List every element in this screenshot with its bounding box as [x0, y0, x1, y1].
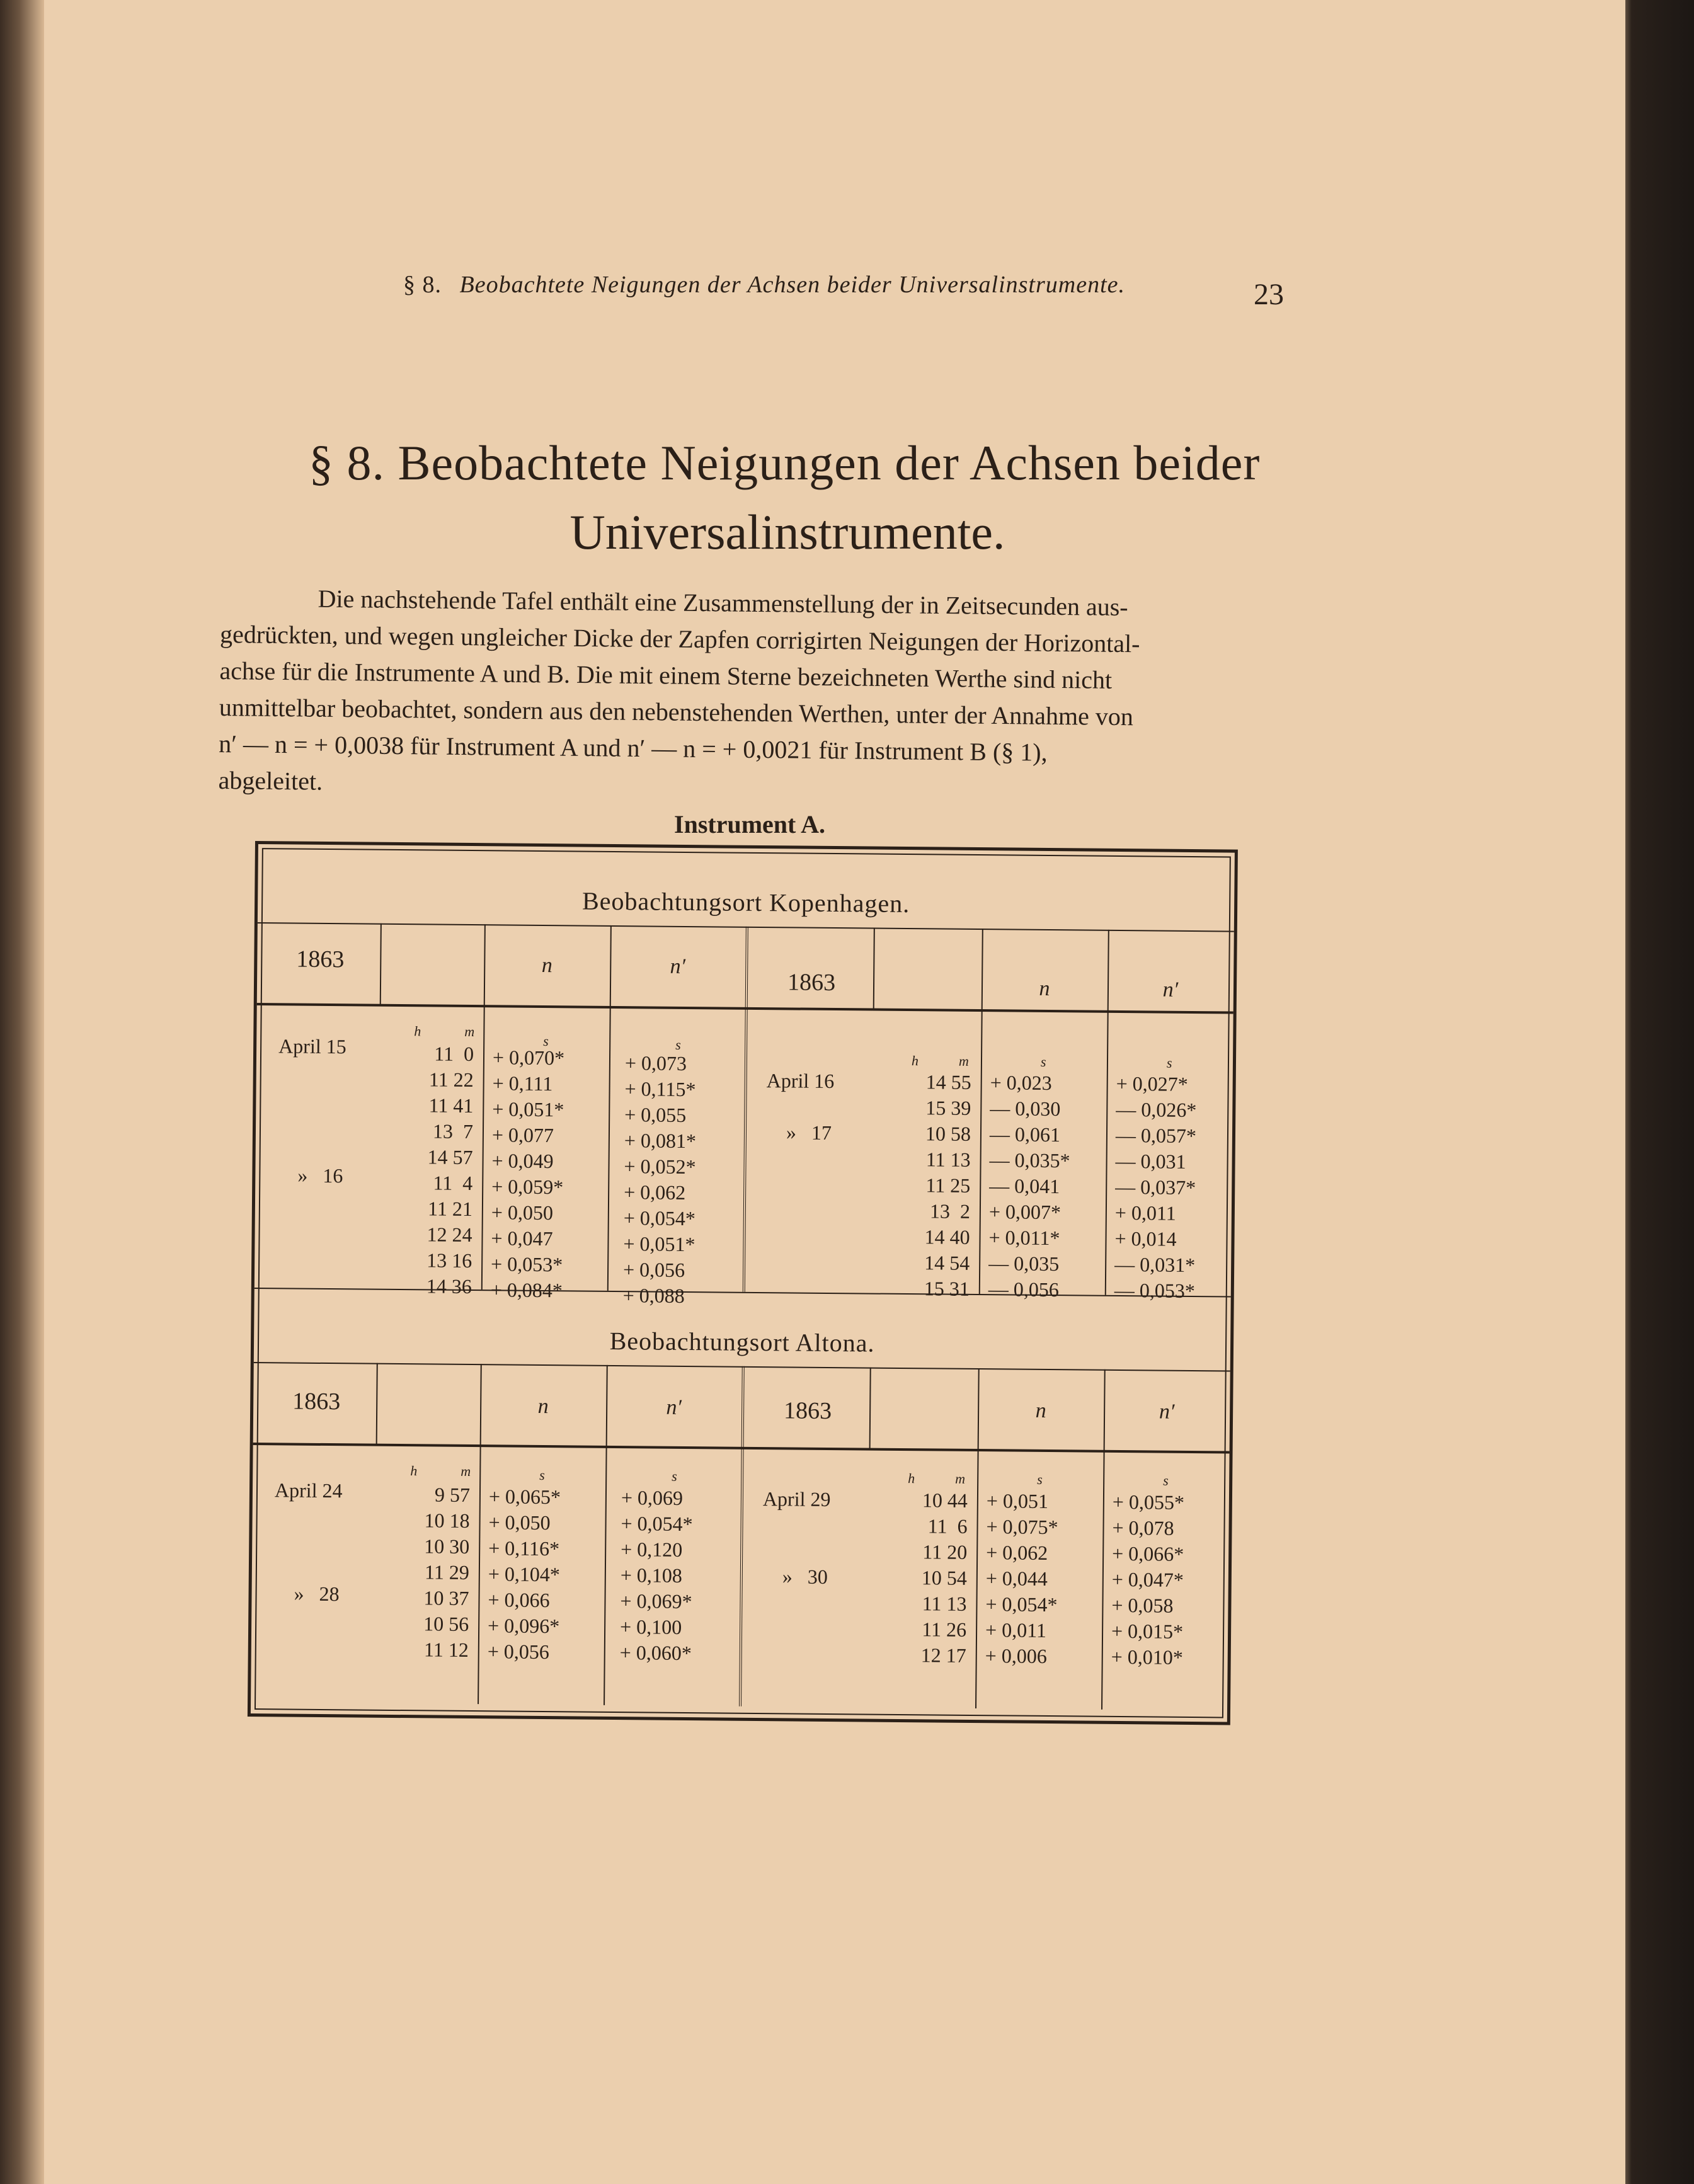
- times-column: 14 55 15 39 10 58 11 13 11 25 13 2 14 40 14 54 15 31: [924, 1070, 971, 1300]
- intro-line: gedrückten, und wegen ungleicher Dicke der Zapfen corrigirten Neigungen der Horizontal-: [219, 619, 1140, 658]
- intro-line: n′ — n = + 0,0038 für Instrument A und n′ — n = + 0,0021 für Instrument B (§ 1),: [219, 729, 1048, 767]
- times-column: 11 0 11 22 11 41 13 7 14 57 11 4 11 21 12 24 13 16 14 36: [426, 1042, 474, 1298]
- page-number: 23: [1254, 278, 1284, 311]
- header-year: 1863: [783, 1397, 832, 1425]
- unit-second: s: [539, 1466, 545, 1484]
- dates-column: April 16 » 17: [765, 1069, 835, 1273]
- unit-second: s: [675, 1036, 681, 1053]
- unit-hour: h: [414, 1023, 421, 1039]
- unit-second: s: [1166, 1055, 1172, 1071]
- intro-line: achse für die Instrumente A und B. Die mit einem Sterne bezeichneten Werthe sind nicht: [219, 656, 1113, 694]
- header-year: 1863: [296, 946, 345, 973]
- section-title-line2: Universalinstrumente.: [569, 505, 1005, 559]
- header-n: n: [1035, 1398, 1046, 1422]
- n-prime-column: + 0,027* — 0,026* — 0,057* — 0,031 — 0,037* + 0,011 + 0,014 — 0,031* — 0,053*: [1114, 1072, 1197, 1303]
- n-column: + 0,065* + 0,050 + 0,116* + 0,104* + 0,066 + 0,096* + 0,056: [487, 1485, 561, 1664]
- times-column: 10 44 11 6 11 20 10 54 11 13 11 26 12 17: [920, 1489, 968, 1667]
- running-head-section: § 8.: [403, 272, 442, 298]
- station-title-altona: Beobachtungsort Altona.: [609, 1326, 875, 1358]
- n-column: + 0,023 — 0,030 — 0,061 — 0,035* — 0,041 + 0,007* + 0,011* — 0,035 — 0,056: [988, 1071, 1070, 1301]
- unit-second: s: [1040, 1053, 1046, 1070]
- n-column: + 0,051 + 0,075* + 0,062 + 0,044 + 0,054* + 0,011 + 0,006: [985, 1489, 1058, 1668]
- header-n: n: [1039, 976, 1050, 1001]
- unit-second: s: [543, 1033, 549, 1049]
- unit-minute: m: [958, 1053, 969, 1069]
- unit-hour: h: [908, 1470, 915, 1487]
- station-title-kopenhagen: Beobachtungsort Kopenhagen.: [581, 886, 910, 918]
- unit-minute: m: [461, 1463, 471, 1480]
- n-prime-column: + 0,055* + 0,078 + 0,066* + 0,047* + 0,058 + 0,015* + 0,010*: [1111, 1490, 1185, 1669]
- running-head: [403, 271, 1298, 299]
- instrument-caption: Instrument A.: [674, 810, 826, 838]
- header-n: n: [537, 1394, 549, 1419]
- unit-minute: m: [464, 1023, 475, 1040]
- header-year: 1863: [292, 1388, 341, 1415]
- section-title-line1: § 8. Beobachtete Neigungen der Achsen beider: [309, 435, 1261, 490]
- n-column: + 0,070* + 0,111 + 0,051* + 0,077 + 0,049 + 0,059* + 0,050 + 0,047 + 0,053* + 0,084*: [490, 1046, 565, 1302]
- intro-paragraph: [218, 580, 1285, 810]
- observation-table: [248, 841, 1238, 1725]
- header-n-prime: n′: [666, 1395, 682, 1419]
- unit-second: s: [672, 1468, 677, 1484]
- dates-column: April 24 » 28: [273, 1478, 343, 1631]
- header-n-prime: n′: [1159, 1400, 1175, 1424]
- n-prime-column: + 0,073 + 0,115* + 0,055 + 0,081* + 0,052* + 0,062 + 0,054* + 0,051* + 0,056 + 0,088: [622, 1051, 697, 1307]
- intro-line: abgeleitet.: [218, 765, 323, 796]
- unit-hour: h: [911, 1053, 919, 1069]
- intro-line: unmittelbar beobachtet, sondern aus den nebenstehenden Werthen, unter der Annahme von: [219, 692, 1134, 731]
- running-head-title: Beobachtete Neigungen der Achsen beider Universalinstrumente.: [459, 272, 1125, 298]
- header-year: 1863: [787, 969, 836, 997]
- header-n-prime: n′: [1162, 978, 1179, 1002]
- dates-column: April 15 » 16: [277, 1034, 346, 1264]
- header-n: n: [541, 953, 552, 978]
- dates-column: April 29 » 30: [761, 1487, 831, 1640]
- header-n-prime: n′: [670, 954, 686, 978]
- unit-hour: h: [410, 1463, 418, 1479]
- unit-second: s: [1163, 1472, 1169, 1489]
- times-column: 9 57 10 18 10 30 11 29 10 37 10 56 11 12: [423, 1483, 471, 1662]
- intro-line: Die nachstehende Tafel enthält eine Zusammenstellung der in Zeitsecunden aus-: [318, 584, 1128, 622]
- n-prime-column: + 0,069 + 0,054* + 0,120 + 0,108 + 0,069* + 0,100 + 0,060*: [619, 1486, 693, 1665]
- unit-minute: m: [955, 1470, 966, 1487]
- unit-second: s: [1037, 1471, 1043, 1487]
